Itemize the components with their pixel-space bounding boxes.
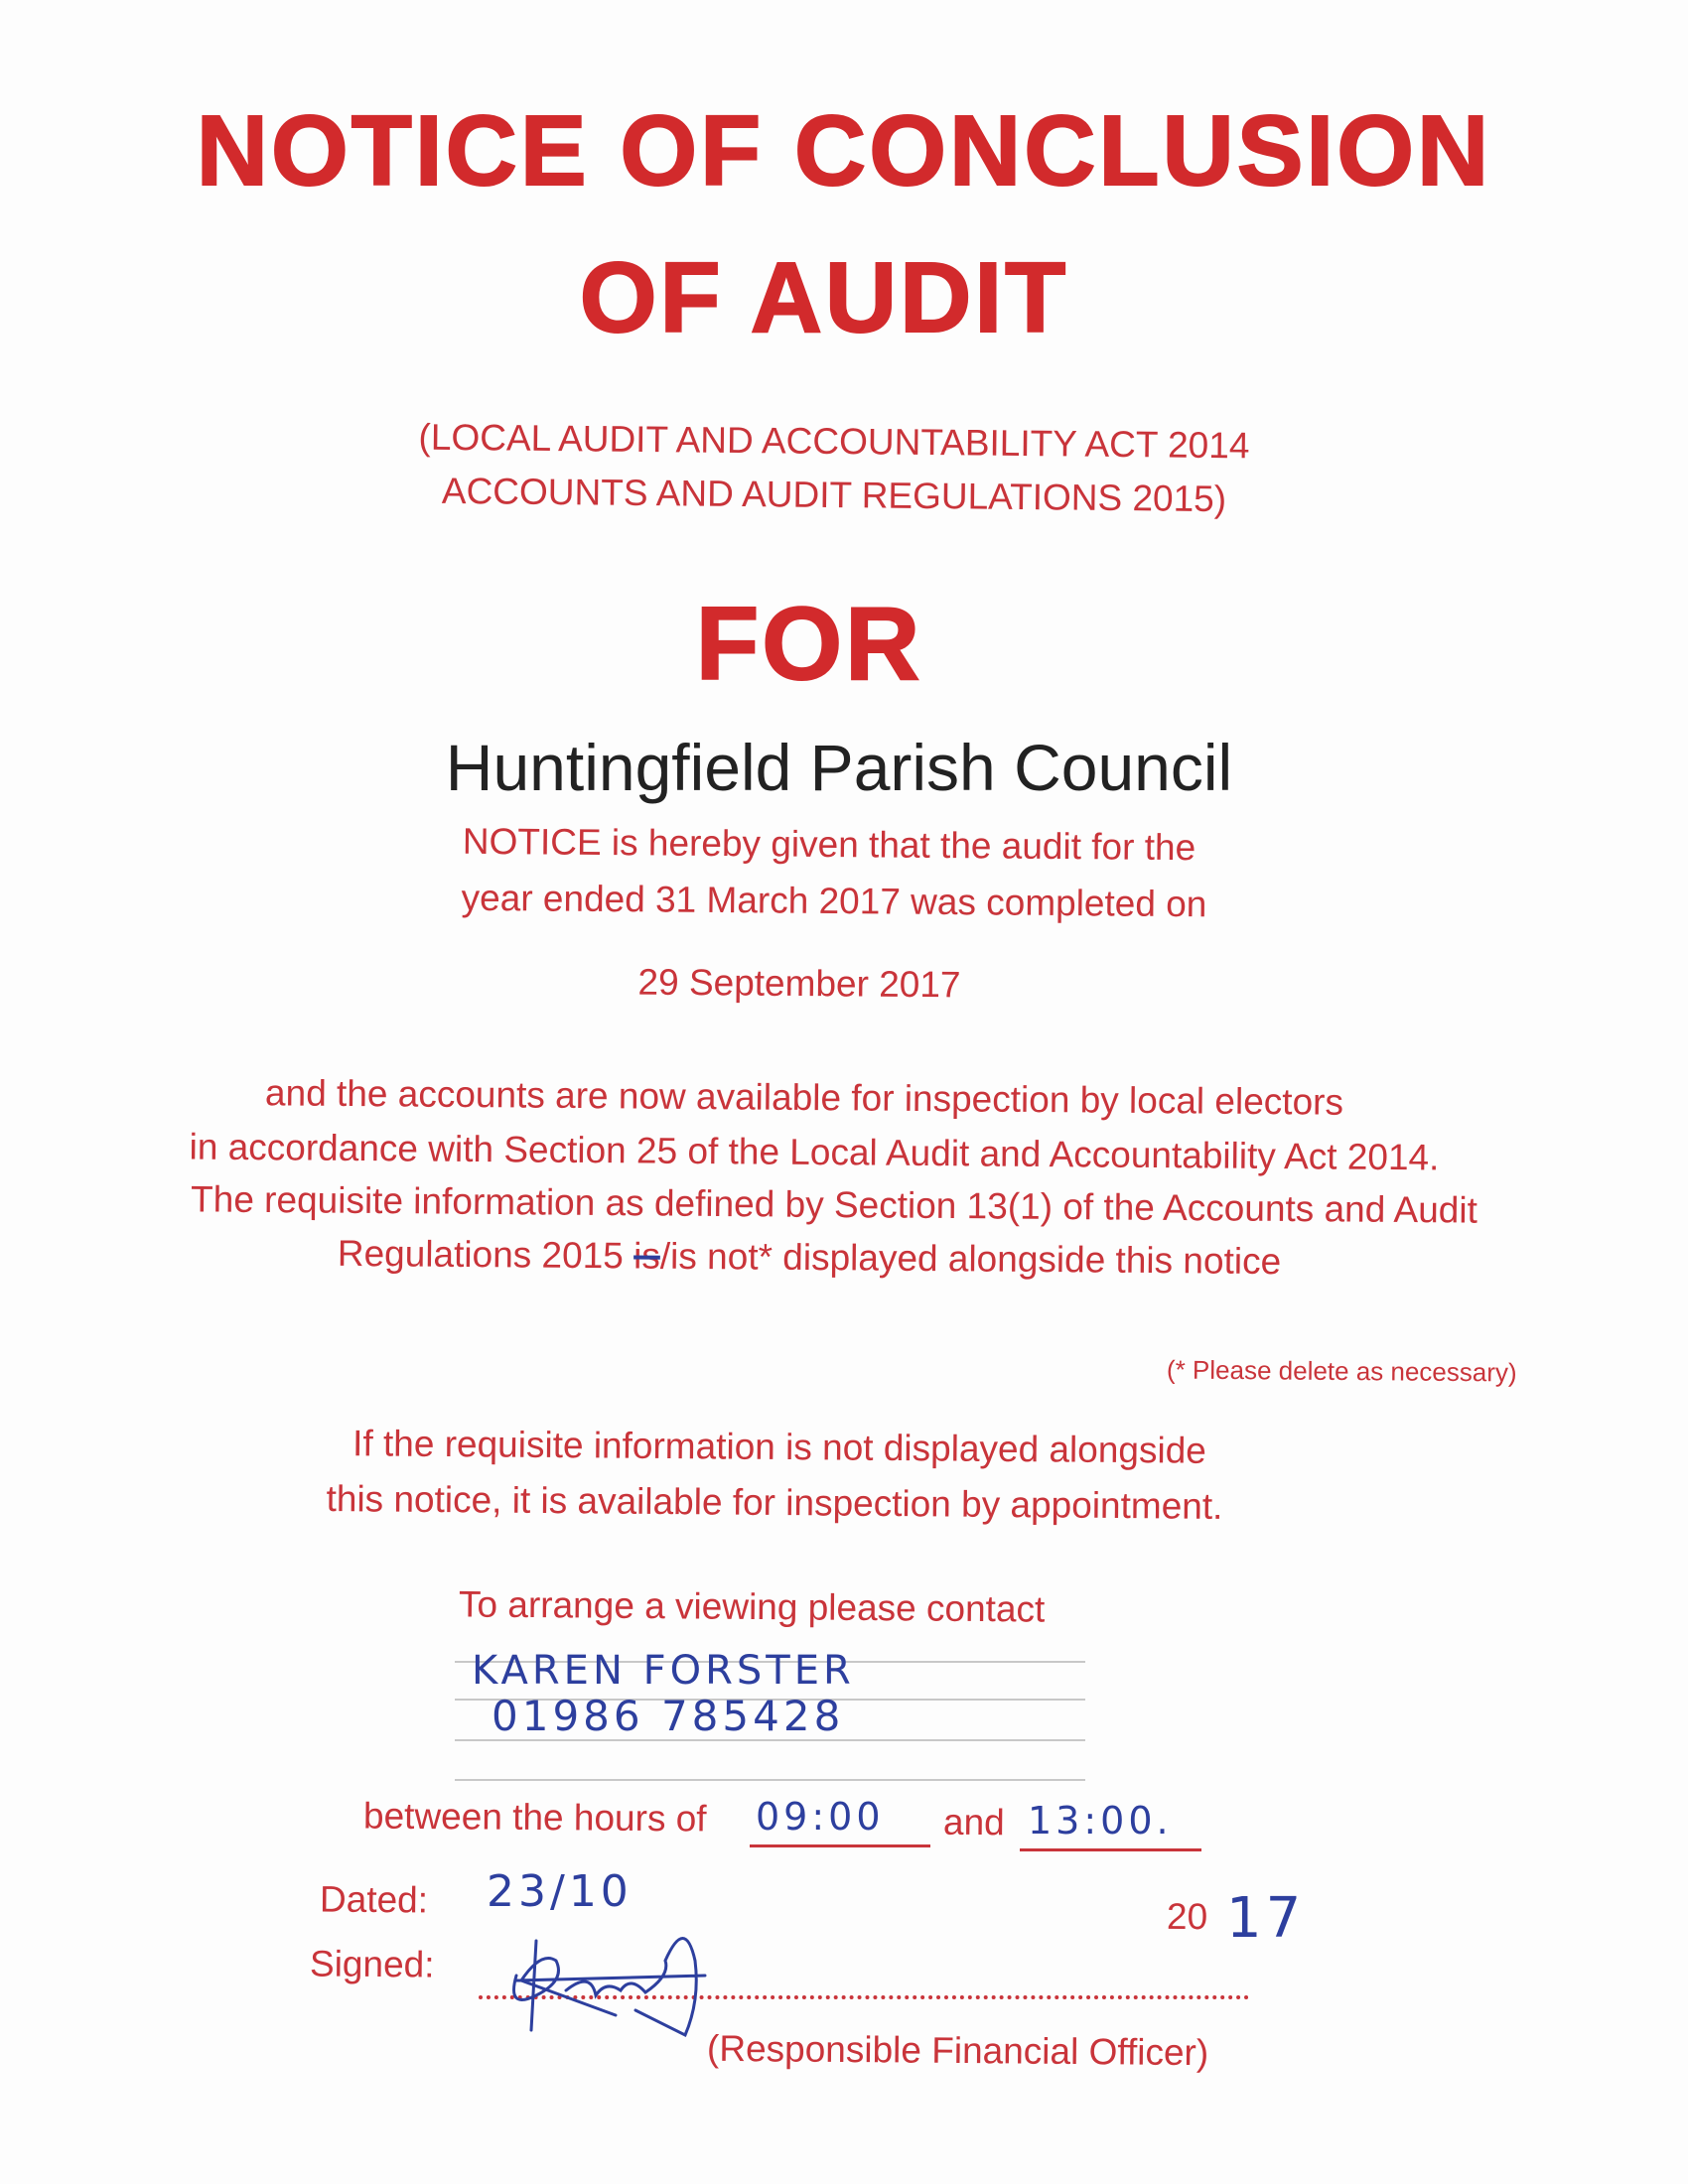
para-line-2: in accordance with Section 25 of the Local Audit and Accountability Act 2014. — [189, 1126, 1440, 1178]
hours-label: between the hours of — [362, 1795, 707, 1840]
inspection-line-1: If the requisite information is not displayed alongside — [352, 1423, 1207, 1471]
hours-and: and — [942, 1801, 1005, 1843]
hours-to-field — [1020, 1799, 1201, 1851]
for-label: FOR — [695, 587, 923, 702]
dated-value: 23/10 — [487, 1866, 633, 1917]
dated-label: Dated: — [319, 1878, 429, 1921]
inspection-line-2: this notice, it is available for inspection by appointment. — [326, 1478, 1223, 1527]
signer-role: (Responsible Financial Officer) — [706, 2027, 1209, 2074]
contact-label: To arrange a viewing please contact — [458, 1583, 1046, 1630]
title-line-2: OF AUDIT — [579, 242, 1069, 353]
para-line-4-prefix: Regulations 2015 — [337, 1232, 634, 1277]
year-prefix: 20 — [1166, 1895, 1208, 1938]
legislation-line-1: (LOCAL AUDIT AND ACCOUNTABILITY ACT 2014 — [418, 416, 1250, 467]
hours-to-value: 13:00. — [1028, 1799, 1173, 1843]
para-line-4 — [0, 1230, 1653, 1287]
para-line-3: The requisite information as defined by Section 13(1) of the Accounts and Audit — [190, 1178, 1478, 1231]
title-line-1: NOTICE OF CONCLUSION — [196, 95, 1492, 206]
legislation-line-2: ACCOUNTS AND AUDIT REGULATIONS 2015) — [441, 470, 1227, 520]
para-line-4-suffix: /is not* displayed alongside this notice — [659, 1235, 1282, 1283]
hours-from-field — [750, 1795, 930, 1847]
struck-is: is — [633, 1235, 661, 1277]
signed-label: Signed: — [309, 1943, 435, 1985]
council-name: Huntingfield Parish Council — [445, 731, 1233, 804]
completion-date: 29 September 2017 — [637, 961, 961, 1006]
contact-rule-4 — [455, 1779, 1085, 1781]
hours-from-value: 09:00 — [756, 1795, 885, 1839]
contact-phone-handwritten: 01986 785428 — [492, 1692, 845, 1740]
year-suffix: 17 — [1226, 1886, 1306, 1951]
para-line-1: and the accounts are now available for inspection by local electors — [264, 1072, 1344, 1123]
intro-line-1: NOTICE is hereby given that the audit for the — [462, 820, 1196, 869]
intro-line-2: year ended 31 March 2017 was completed on — [461, 877, 1207, 925]
contact-name-handwritten: KAREN FORSTER — [472, 1648, 855, 1694]
delete-note: (* Please delete as necessary) — [1167, 1354, 1518, 1388]
